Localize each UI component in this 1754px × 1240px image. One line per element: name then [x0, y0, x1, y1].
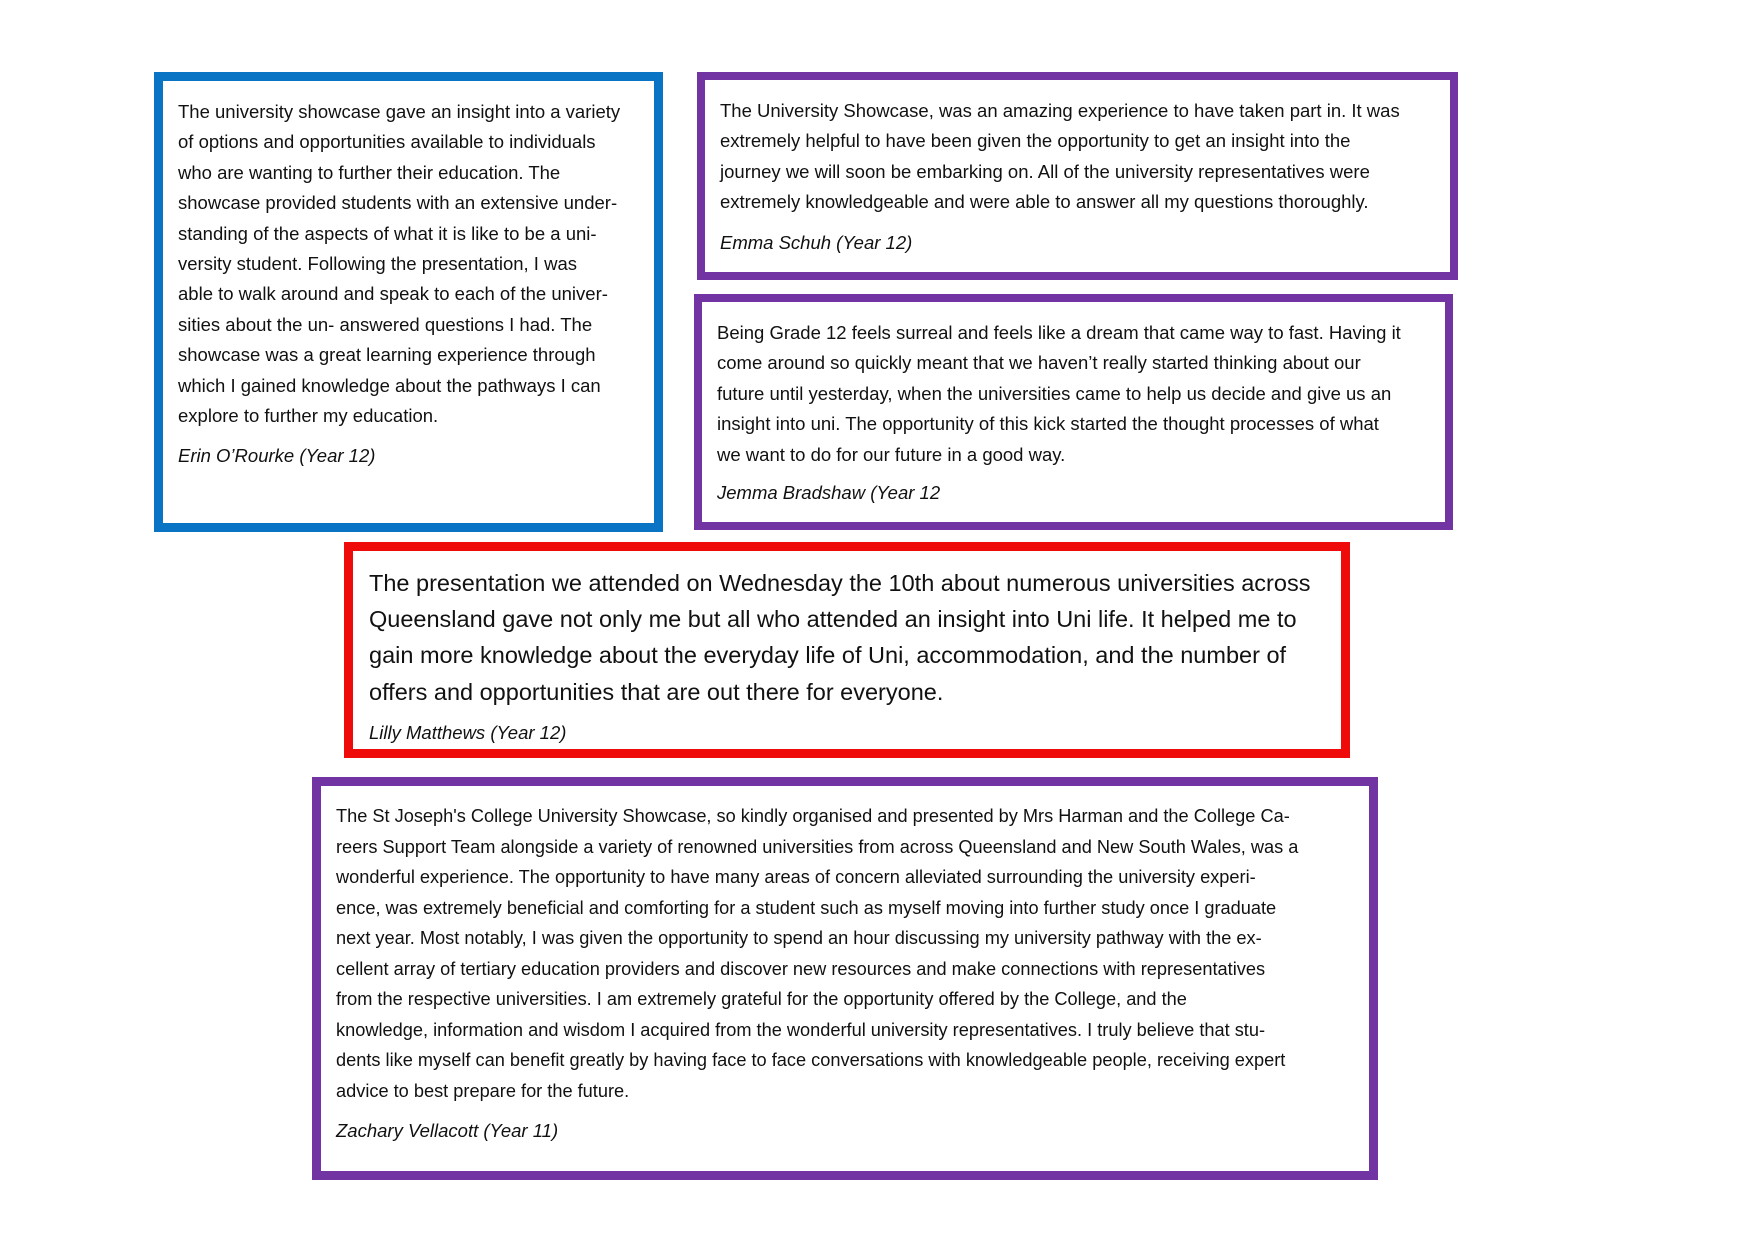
testimonial-box-erin — [154, 72, 663, 532]
testimonial-box-lilly — [344, 542, 1350, 758]
testimonial-text: The presentation we attended on Wednesday the 10th about numerous universities across Queensland gave not only me but all who attended an insight into Uni life. It helped me to gain more knowledge about the everyday life of Uni, accommodation, and the number of offers and opportunities that are out there for everyone. — [369, 570, 1311, 705]
testimonial-text: The University Showcase, was an amazing experience to have taken part in. It was extremely helpful to have been given the opportunity to get an insight into the journey we will soon be embarking on. All of the university representatives were extremely knowledgeable and were able to answer all my questions thoroughly. — [720, 100, 1400, 213]
testimonial-author: Jemma Bradshaw (Year 12 — [717, 482, 941, 504]
testimonial-box-jemma — [694, 294, 1453, 530]
testimonial-author: Emma Schuh (Year 12) — [720, 231, 913, 253]
testimonial-author: Zachary Vellacott (Year 11) — [336, 1120, 559, 1142]
testimonial-text: The St Joseph's College University Showcase, so kindly organised and presented by Mrs Harman and the College Ca- reers Support Team alongside a variety of renowned universities from across Queensland and New South Wales, was a wonderful experience. The opportunity to have many areas of concern alleviated surrounding the university experi- ence, was extremely beneficial and comforting for a student such as myself moving into further study once I graduate next year. Most notably, I was given the opportunity to spend an hour discussing my university pathway with the ex- cellent array of tertiary education providers and discover new resources and make connections with representatives from the respective universities. I am extremely grateful for the opportunity offered by the College, and the knowledge, information and wisdom I acquired from the wonderful university representatives. I truly believe that stu- dents like myself can benefit greatly by having face to face conversations with knowledgeable people, receiving expert advice to best prepare for the future. — [336, 806, 1299, 1101]
testimonial-text: The university showcase gave an insight into a variety of options and opportunities available to individuals who are wanting to further their education. The showcase provided students with an extensive under- standing of the aspects of what it is like to be a uni- versity student. Following the presentation, I was able to walk around and speak to each of the univer- sities about the un- answered questions I had. The showcase was a great learning experience through which I gained knowledge about the pathways I can explore to further my education. — [178, 101, 621, 427]
testimonial-box-emma — [697, 72, 1458, 280]
testimonial-text: Being Grade 12 feels surreal and feels like a dream that came way to fast. Having it come around so quickly meant that we haven’t really started thinking about our future until yesterday, when the universities came to help us decide and give us an insight into uni. The opportunity of this kick started the thought processes of what we want to do for our future in a good way. — [717, 322, 1401, 465]
testimonial-author: Lilly Matthews (Year 12) — [369, 721, 567, 743]
testimonial-box-zachary — [312, 777, 1378, 1180]
testimonial-author: Erin O’Rourke (Year 12) — [178, 445, 376, 467]
